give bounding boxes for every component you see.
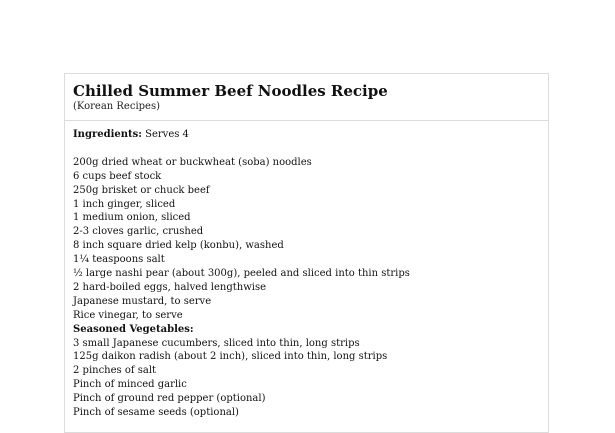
seasoned-item: 2 pinches of salt [73,365,157,377]
ingredient-item: 6 cups beef stock [73,170,162,182]
ingredients-heading [73,128,540,142]
ingredient-item: 1¼ teaspoons salt [73,254,165,266]
ingredients-list [73,156,540,323]
ingredient-item: 1 inch ginger, sliced [73,198,176,210]
ingredient-item: Japanese mustard, to serve [73,295,212,307]
ingredient-item: 8 inch square dried kelp (konbu), washed [73,240,284,252]
ingredient-item: 250g brisket or chuck beef [73,184,210,196]
recipe-header [65,74,548,121]
seasoned-vegetables-heading: Seasoned Vegetables: [73,323,194,335]
recipe-title: Chilled Summer Beef Noodles Recipe [73,82,388,100]
seasoned-item: Pinch of ground red pepper (optional) [73,393,266,405]
seasoned-item: 125g daikon radish (about 2 inch), sliced into thin, long strips [73,351,388,363]
ingredient-item: 200g dried wheat or buckwheat (soba) noodles [73,156,312,168]
recipe-card [64,73,549,433]
recipe-body [65,121,548,420]
serves-text: Serves 4 [141,129,189,140]
seasoned-item: Pinch of sesame seeds (optional) [73,407,239,419]
recipe-category: (Korean Recipes) [73,101,161,112]
seasoned-item: Pinch of minced garlic [73,379,187,391]
spacer [73,142,540,156]
ingredient-item: 2-3 cloves garlic, crushed [73,226,204,238]
ingredient-item: ½ large nashi pear (about 300g), peeled and sliced into thin strips [73,268,410,280]
ingredient-item: 1 medium onion, sliced [73,212,191,224]
ingredient-item: 2 hard-boiled eggs, halved lengthwise [73,281,267,293]
seasoned-vegetables-list [73,337,540,420]
ingredients-label: Ingredients: [73,129,142,140]
ingredient-item: Rice vinegar, to serve [73,309,183,321]
seasoned-item: 3 small Japanese cucumbers, sliced into thin, long strips [73,337,360,349]
